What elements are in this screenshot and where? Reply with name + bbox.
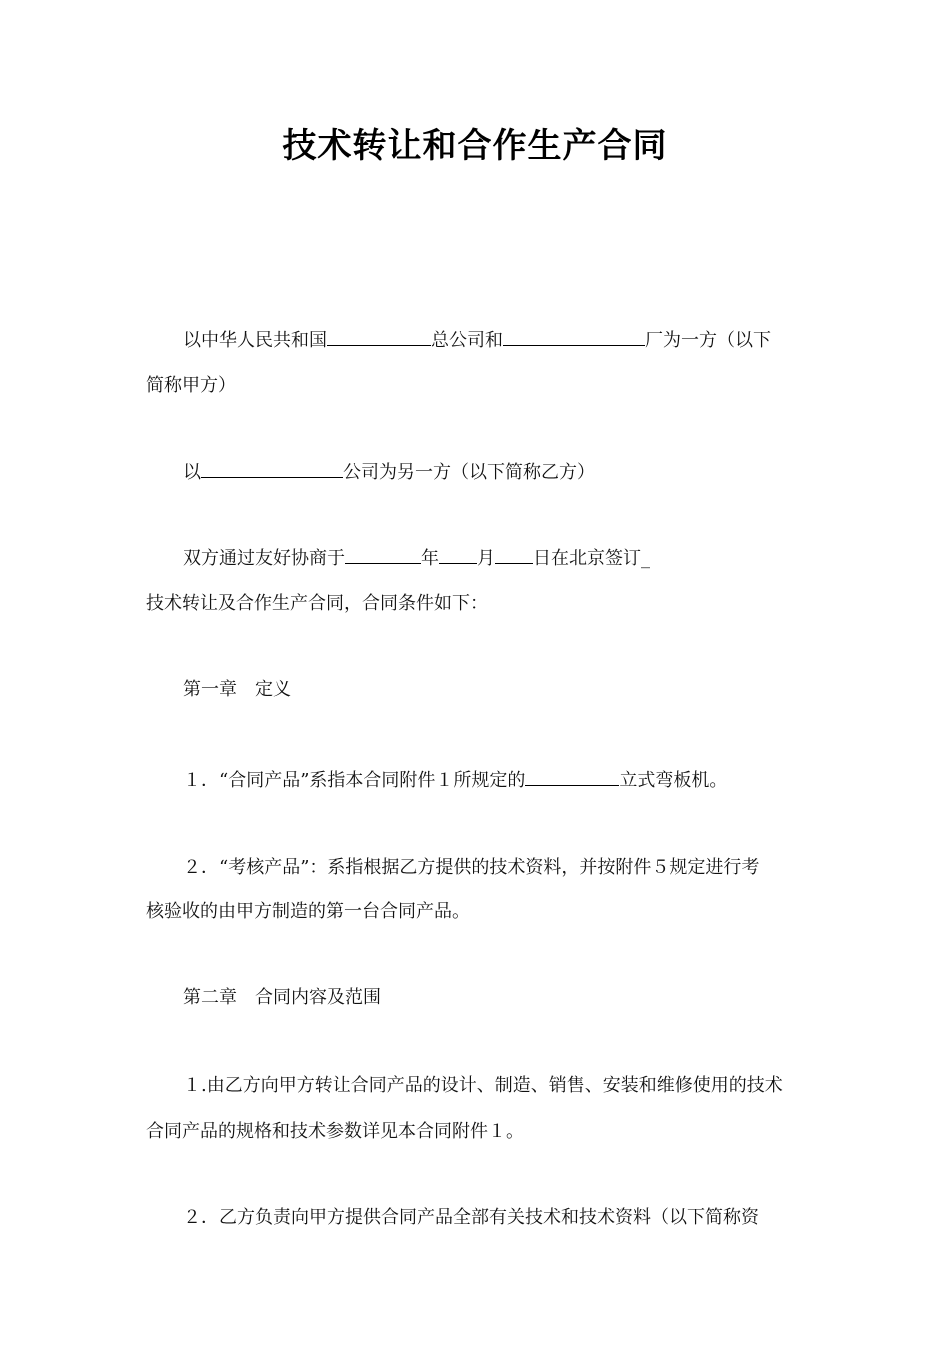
chapter-1-heading: 第一章 定义 [183,679,291,700]
text-segment: 立式弯板机。 [619,770,728,791]
blank-field-product-model [525,768,619,786]
text-segment: 日在北京签订_ [533,548,650,569]
chapter-2-item-2: ２．乙方负责向甲方提供合同产品全部有关技术和技术资料（以下简称资 [183,1207,759,1228]
blank-field-head-company [327,328,431,346]
text-segment: 厂为一方（以下 [645,330,771,351]
preamble-party-a-cont: 简称甲方） [146,375,236,396]
chapter-2-item-1: １.由乙方向甲方转让合同产品的设计、制造、销售、安装和维修使用的技术 [183,1075,783,1096]
text-segment: 公司为另一方（以下简称乙方） [343,462,595,483]
preamble-signing-line [183,546,650,571]
chapter-1-item-2-cont: 核验收的由甲方制造的第一台合同产品。 [146,901,470,922]
blank-field-year [345,546,421,564]
chapter-1-item-1 [183,768,727,793]
text-segment: 年 [421,548,439,569]
blank-field-factory [503,328,645,346]
chapter-1-item-2: ２．“考核产品”：系指根据乙方提供的技术资料，并按附件５规定进行考 [183,857,760,878]
blank-field-party-b-company [201,460,343,478]
blank-field-month [439,546,477,564]
preamble-signing-cont: 技术转让及合作生产合同，合同条件如下： [146,593,488,614]
text-segment: １．“合同产品”系指本合同附件１所规定的 [183,770,526,791]
blank-field-day [495,546,533,564]
document-title: 技术转让和合作生产合同 [282,126,668,166]
chapter-2-item-1-cont: 合同产品的规格和技术参数详见本合同附件１。 [146,1121,524,1142]
text-segment: 总公司和 [431,330,503,351]
text-segment: 以 [183,462,201,483]
chapter-2-heading: 第二章 合同内容及范围 [183,987,381,1008]
text-segment: 月 [477,548,495,569]
text-segment: 以中华人民共和国 [183,330,327,351]
text-segment: 双方通过友好协商于 [183,548,345,569]
preamble-party-b-line [183,460,595,485]
preamble-party-a-line [183,328,771,353]
